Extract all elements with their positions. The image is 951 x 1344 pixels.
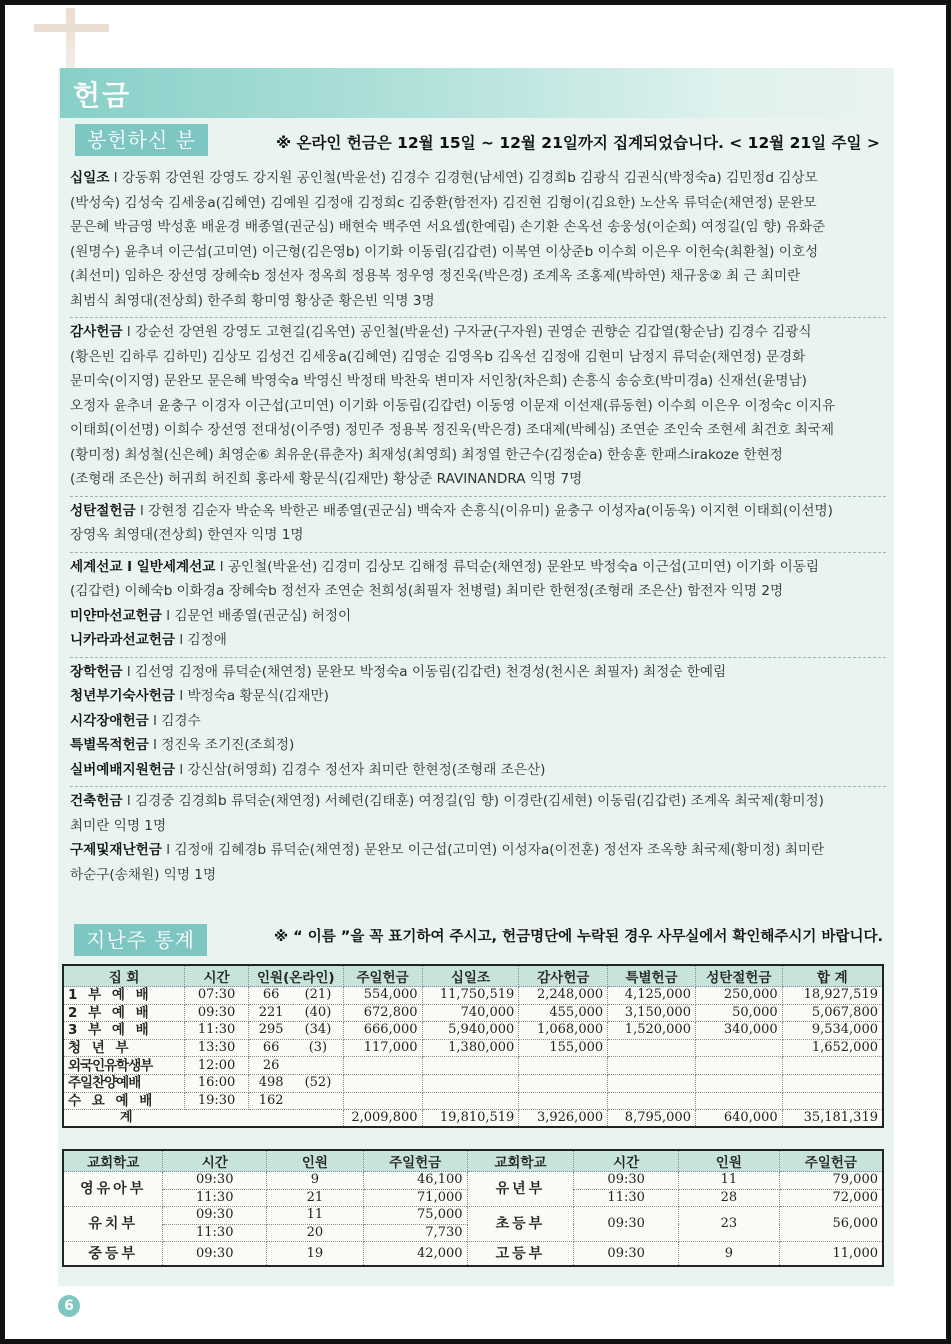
offerer-names: (최선미) 임하은 장선영 장혜숙b 정선자 정옥희 정용복 정우영 정진욱(박은경) 조계옥 조홍제(박하연) 채규웅② 최 근 최미란 [70,268,801,284]
offering-line [70,443,886,468]
page-title: 헌금 [73,79,132,112]
table-row [63,1004,883,1022]
table-cell: 50,000 [695,1004,782,1022]
offerer-names: l 김경수 [148,712,201,729]
table-cell: 295 [248,1022,293,1040]
offerer-names: l 박정숙a 황문식(김재만) [175,688,329,704]
table-cell: 11:30 [163,1189,267,1207]
offerer-names: 오정자 윤추녀 윤충구 이경자 이근섭(고미연) 이기화 이동림(김갑련) 이동영 이문재 이선재(류동현) 이수희 이은우 이정숙c 이지유 [70,397,836,414]
table-cell [782,1092,883,1110]
table-cell: 23 [679,1207,780,1242]
table-cell: 640,000 [695,1110,782,1128]
table-cell: (34) [293,1022,343,1040]
offerer-names: (김갑련) 이혜숙b 이화경a 장혜숙b 정선자 조연순 천희성(최필자 천병렬) 최미란 한현정(조형래 조은산) 함전자 익명 2명 [70,583,784,599]
offering-line [70,191,886,216]
table-cell [608,1092,696,1110]
table-cell [422,1092,519,1110]
school-name: 유년부 [467,1172,574,1207]
service-name: 1 부 예 배 [63,987,185,1005]
table-cell: 498 [248,1074,293,1092]
offering-line [70,814,886,839]
offering-line [70,394,886,419]
table-cell: 09:30 [574,1172,679,1190]
header-cell: 특별헌금 [608,965,696,987]
offerer-names: (원명수) 윤추녀 이근섭(고미연) 이근형(김은영b) 이기화 이동림(김갑련) 이복연 이상준b 이수희 이은우 이헌숙(최환철) 이호성 [70,243,819,260]
offerer-names: l 김정애 김혜경b 류덕순(채연정) 문완모 이근섭(고미연) 이성자a(이전훈) 정선자 조옥향 최국제(황미정) 최미란 [161,842,825,858]
offering-section [70,164,886,318]
offerer-names: 문미숙(이지영) 문완모 문은혜 박영숙a 박영신 박정태 박찬욱 변미자 서인창(차은희) 손흥식 송승호(박미경a) 신재선(윤명남) [70,373,807,389]
offerer-names: l 강동휘 강연원 강영도 강지원 공인철(박윤선) 김경수 김경현(남세연) 김경희b 김광식 김권식(박정숙a) 김민정d 김상모 [109,170,818,186]
offerer-names: l 김경중 김경희b 류덕순(채연정) 서혜련(김태훈) 여정길(임 향) 이경란(김세현) 이동림(김갑련) 조계옥 최국제(황미정) [122,793,824,809]
offering-line [70,709,886,734]
header-cell: 집 회 [63,965,185,987]
offering-sections [70,164,886,891]
title-banner [60,68,894,118]
offering-line [70,499,886,524]
table-cell: 9 [267,1172,364,1190]
offering-category-label: 십일조 [70,170,110,186]
table-cell [343,1092,422,1110]
table-cell: 26 [248,1057,293,1075]
table-cell: 221 [248,1004,293,1022]
header-cell: 시간 [163,1150,267,1172]
table-cell: 16:00 [185,1074,249,1092]
header-cell: 주일헌금 [363,1150,467,1172]
table-cell: 56,000 [779,1207,883,1242]
table-cell [422,1057,519,1075]
offerer-names: 이태희(이선명) 이희수 장선영 전대성(이주영) 정민주 정용복 정진욱(박은경) 조대제(박혜심) 조연순 조인숙 조현세 최건호 최국제 [70,422,834,438]
offering-line [70,215,886,240]
table-cell: 46,100 [363,1172,467,1190]
table-cell: 9 [679,1242,780,1266]
offering-category-label: 특별목적헌금 [70,737,149,753]
table-cell: 117,000 [343,1039,422,1057]
header-cell: 인원 [679,1150,780,1172]
table-cell: 672,800 [343,1004,422,1022]
table-cell: 740,000 [422,1004,519,1022]
offerer-names: l 강신삼(허영희) 김경수 정선자 최미란 한현정(조형래 조은산) [175,761,546,778]
offerer-names: l 공인철(박윤선) 김경미 김상모 김해정 류덕순(채연정) 문완모 박정숙a 이근섭(고미연) 이기화 이동림 [215,558,820,575]
table-cell: 71,000 [363,1189,467,1207]
offerer-names: l 정진욱 조기진(조희정) [148,737,295,753]
offering-line [70,523,886,548]
table-cell: 1,068,000 [519,1022,608,1040]
offerer-names: l 강현정 김순자 박순옥 박한곤 배종열(권군심) 백숙자 손흥식(이유미) 윤충구 이성자a(이동욱) 이지현 이태희(이선명) [135,502,833,519]
table-cell: (40) [293,1004,343,1022]
school-name: 영유아부 [63,1172,163,1207]
stats-tab: 지난주 통계 [74,924,207,956]
offering-line [70,838,886,863]
table-cell [608,1074,696,1092]
table-cell: 455,000 [519,1004,608,1022]
table-cell: 8,795,000 [608,1110,696,1128]
table-cell: 5,067,800 [782,1004,883,1022]
offering-line [70,240,886,265]
total-row [63,1110,883,1128]
offerer-names: 장영옥 최영대(전상희) 한연자 익명 1명 [70,527,304,543]
offering-category-label: 니카라과선교헌금 [70,632,176,648]
service-name: 주일찬양예배 [63,1074,185,1092]
table-row [63,1172,883,1190]
school-name: 초등부 [467,1207,574,1242]
table-cell: 12:00 [185,1057,249,1075]
table-cell: 2,009,800 [343,1110,422,1128]
offerer-names: 최미란 익명 1명 [70,817,167,834]
cross-decoration-bar [34,24,109,32]
table-cell: 21 [267,1189,364,1207]
offering-line [70,345,886,370]
table-cell: 11,000 [779,1242,883,1266]
header-cell: 감사헌금 [519,965,608,987]
table-cell: 11 [679,1172,780,1190]
table-cell: (3) [293,1039,343,1057]
table-cell [343,1074,422,1092]
header-cell: 인원 [267,1150,364,1172]
header-cell: 주일헌금 [779,1150,883,1172]
offering-line [70,758,886,783]
online-notice: ※ 온라인 헌금은 12월 15일 ~ 12월 21일까지 집계되었습니다. < 12월 21일 주일 > [276,134,880,152]
offering-category-label: 구제및재난헌금 [70,842,162,858]
offering-line [70,166,886,191]
table-cell [293,1092,343,1110]
table-cell: 11,750,519 [422,987,519,1005]
table-row [63,1074,883,1092]
table-cell: 66 [248,1039,293,1057]
header-cell: 교회학교 [467,1150,574,1172]
offering-line [70,604,886,629]
header-cell: 십일조 [422,965,519,987]
table-cell [519,1092,608,1110]
table-cell [519,1074,608,1092]
header-cell: 인원(온라인) [248,965,343,987]
table-cell: 11:30 [163,1224,267,1242]
table-cell [608,1039,696,1057]
table-row [63,1057,883,1075]
table-row [63,987,883,1005]
total-label: 계 [63,1110,343,1128]
offering-category-label: 청년부기숙사헌금 [70,688,176,704]
table-cell: (52) [293,1074,343,1092]
offerer-names: l 김문언 배종열(권군심) 허정이 [161,607,352,624]
table-cell: 666,000 [343,1022,422,1040]
header-cell: 주일헌금 [343,965,422,987]
offering-line [70,264,886,289]
offering-category-label: 감사헌금 [70,324,123,340]
offering-line [70,320,886,345]
service-name: 3 부 예 배 [63,1022,185,1040]
table-row [63,1092,883,1110]
table-cell: 340,000 [695,1022,782,1040]
table-cell: 2,248,000 [519,987,608,1005]
offerers-tab: 봉헌하신 분 [75,124,208,156]
table-cell: 75,000 [363,1207,467,1225]
table-cell: 66 [248,987,293,1005]
table-cell: 09:30 [163,1172,267,1190]
table-cell: 554,000 [343,987,422,1005]
table-cell [695,1092,782,1110]
table-cell [293,1057,343,1075]
table-cell: 35,181,319 [782,1110,883,1128]
school-header-row [63,1150,883,1172]
offering-category-label: 미얀마선교헌금 [70,607,162,624]
table-cell: 09:30 [574,1207,679,1242]
table-cell: 79,000 [779,1172,883,1190]
offerer-names: l 강순선 강연원 강영도 고현길(김옥연) 공인철(박윤선) 구자균(구자원) 권영순 권향순 김갑열(황순남) 김경수 김광식 [122,324,812,340]
header-cell: 시간 [185,965,249,987]
table-cell: 09:30 [574,1242,679,1266]
offering-line [70,579,886,604]
table-cell [422,1074,519,1092]
weekly-stats-table [62,964,884,1128]
table-cell: 9,534,000 [782,1022,883,1040]
table-cell: 11:30 [574,1189,679,1207]
offerer-names: 문은혜 박금영 박성훈 배윤경 배종열(권군심) 배현숙 백주연 서요셉(한예림) 손기환 손옥선 송웅성(이순희) 여정길(임 향) 유화준 [70,219,826,235]
table-cell [695,1039,782,1057]
table-cell: 5,940,000 [422,1022,519,1040]
offering-line [70,289,886,314]
table-cell: 155,000 [519,1039,608,1057]
table-cell [519,1057,608,1075]
table-cell [608,1057,696,1075]
table-cell: 1,520,000 [608,1022,696,1040]
table-row [63,1242,883,1266]
table-cell: 19:30 [185,1092,249,1110]
offering-section [70,497,886,553]
offerer-names: (박성숙) 김성숙 김세웅a(김혜연) 김예원 김정애 김정희c 김중환(함전자) 김진현 김형이(김요한) 노산옥 류덕순(채연정) 문완모 [70,194,817,211]
header-cell: 성탄절헌금 [695,965,782,987]
offering-section [70,787,886,891]
table-row [63,1039,883,1057]
table-cell: 7,730 [363,1224,467,1242]
offering-category-label: 건축헌금 [70,793,123,809]
table-cell: (21) [293,987,343,1005]
offering-category-label: 장학헌금 [70,663,123,680]
offerer-names: 최범식 최영대(전상희) 한주희 황미영 황상준 황은빈 익명 3명 [70,292,435,309]
offering-line [70,660,886,685]
offerer-names: (황미정) 최성철(신은혜) 최영순⑥ 최유운(류춘자) 최재성(최영희) 최정열 한근수(김정순a) 한송훈 한패스irakoze 한현정 [70,446,783,463]
offerer-names: (황은빈 김하루 김하민) 김상모 김성건 김세웅a(김혜연) 김영순 김영옥b 김옥선 김정애 김현미 남정지 류덕순(채연정) 문경화 [70,348,806,365]
service-name: 청 년 부 [63,1039,185,1057]
offering-section [70,553,886,658]
offerer-names: l 김정애 [175,632,227,648]
table-cell [695,1074,782,1092]
table-cell [782,1074,883,1092]
page-number: 6 [58,1295,80,1317]
table-cell [343,1057,422,1075]
offering-section [70,318,886,497]
table-cell: 3,926,000 [519,1110,608,1128]
table-cell [782,1057,883,1075]
service-name: 2 부 예 배 [63,1004,185,1022]
offering-line [70,555,886,580]
offerer-names: 하순구(송채원) 익명 1명 [70,866,217,883]
offering-line [70,684,886,709]
table-cell: 3,150,000 [608,1004,696,1022]
table-row [63,1207,883,1225]
offerer-names: l 김선영 김정애 류덕순(채연정) 문완모 박정숙a 이동림(김갑련) 천경성(천시온 최필자) 최정순 한예림 [122,663,727,680]
table-row [63,1022,883,1040]
offering-line [70,789,886,814]
table-cell: 4,125,000 [608,987,696,1005]
table-cell: 11:30 [185,1022,249,1040]
table-cell: 42,000 [363,1242,467,1266]
table-cell: 13:30 [185,1039,249,1057]
school-name: 고등부 [467,1242,574,1266]
service-name: 수 요 예 배 [63,1092,185,1110]
table-cell: 28 [679,1189,780,1207]
offering-line [70,733,886,758]
offering-category-label: 시각장애헌금 [70,712,149,729]
offering-category-label: 실버예배지원헌금 [70,761,176,778]
table-cell: 09:30 [163,1207,267,1225]
table-cell: 11 [267,1207,364,1225]
offering-line [70,628,886,653]
offering-line [70,863,886,888]
service-name: 외국인유학생부 [63,1057,185,1075]
table-cell: 1,380,000 [422,1039,519,1057]
table-cell: 19 [267,1242,364,1266]
offering-line [70,467,886,492]
offering-section [70,658,886,788]
stats-notice: ※ “ 이름 ”을 꼭 표기하여 주시고, 헌금명단에 누락된 경우 사무실에서 확인해주시기 바랍니다. [274,929,883,945]
table-cell [695,1057,782,1075]
table-cell: 72,000 [779,1189,883,1207]
header-cell: 시간 [574,1150,679,1172]
offering-line [70,418,886,443]
table-cell: 1,652,000 [782,1039,883,1057]
table-cell: 09:30 [163,1242,267,1266]
school-name: 유치부 [63,1207,163,1242]
offering-category-label: 세계선교 l 일반세계선교 [70,558,216,575]
offerer-names: (조형래 조은산) 허귀희 허진희 홍라세 황문식(김재만) 황상준 RAVINANDRA 익명 7명 [70,471,583,487]
offering-category-label: 성탄절헌금 [70,502,136,519]
table-cell: 18,927,519 [782,987,883,1005]
table-cell: 250,000 [695,987,782,1005]
stats-header-row [63,965,883,987]
church-school-table [62,1149,884,1267]
school-name: 중등부 [63,1242,163,1266]
table-cell: 20 [267,1224,364,1242]
header-cell: 합 계 [782,965,883,987]
header-cell: 교회학교 [63,1150,163,1172]
table-cell: 162 [248,1092,293,1110]
table-cell: 19,810,519 [422,1110,519,1128]
offering-line [70,369,886,394]
table-cell: 09:30 [185,1004,249,1022]
table-cell: 07:30 [185,987,249,1005]
